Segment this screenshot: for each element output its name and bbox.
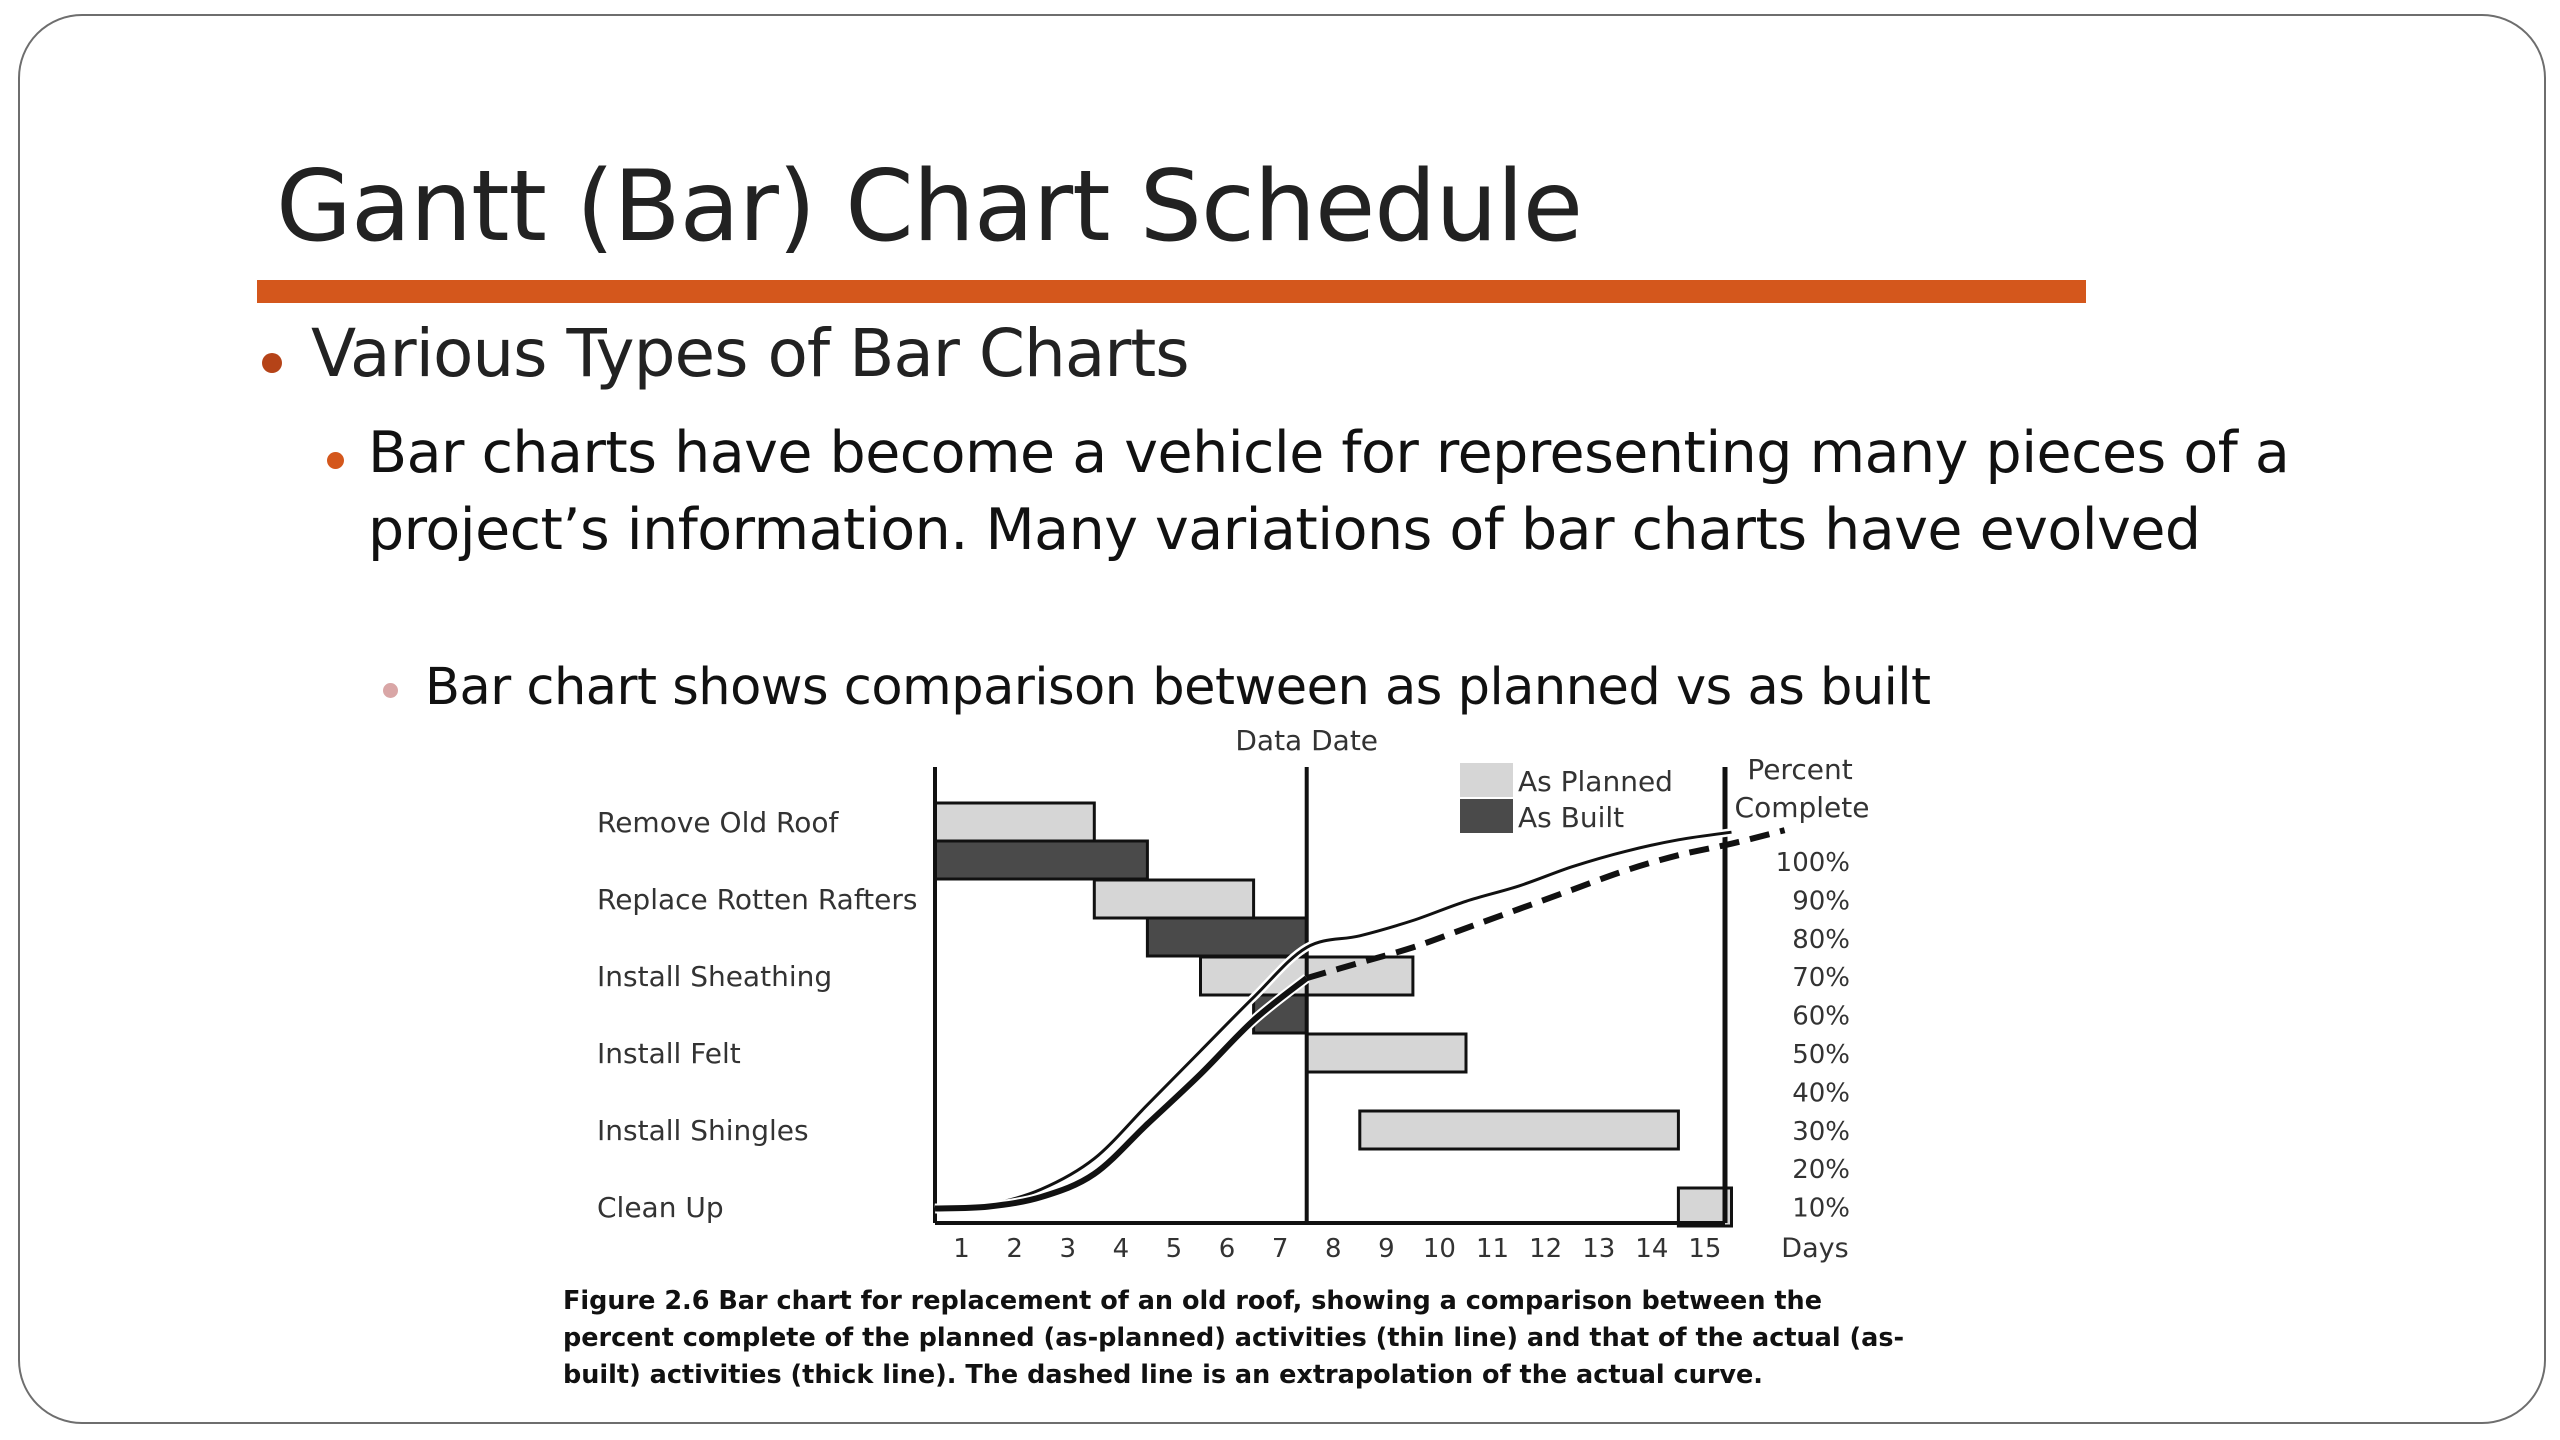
x-tick-label: 15 (1688, 1234, 1722, 1264)
planned-bar (1360, 1111, 1679, 1149)
x-tick-label: 3 (1059, 1234, 1077, 1264)
bullet-level3: Bar chart shows comparison between as planned vs as built (425, 658, 1931, 717)
x-tick-label: 1 (953, 1234, 970, 1264)
planned-curve-halo (935, 832, 1732, 1208)
bullet-level2: Bar charts have become a vehicle for representing many pieces of a project’s information. Many variations of bar charts have evolved (368, 420, 2290, 563)
x-tick-label: 4 (1112, 1234, 1130, 1264)
planned-bar (935, 803, 1094, 841)
percent-tick-label: 100% (1775, 848, 1850, 878)
activity-label: Clean Up (597, 1191, 724, 1224)
x-tick-label: 11 (1476, 1234, 1510, 1264)
x-tick-label: 2 (1006, 1234, 1023, 1264)
activity-label: Install Sheathing (597, 960, 833, 993)
built-curve-halo (935, 978, 1307, 1208)
built-bar (1147, 918, 1306, 956)
percent-tick-label: 40% (1792, 1078, 1850, 1109)
legend-label-planned: As Planned (1518, 765, 1673, 798)
x-tick-label: 7 (1271, 1234, 1289, 1264)
x-tick-label: 10 (1422, 1234, 1456, 1264)
planned-bar (1094, 880, 1253, 918)
bullet-level1: Various Types of Bar Charts (311, 315, 1189, 392)
slide-title: Gantt (Bar) Chart Schedule (276, 150, 1583, 264)
extrapolation-curve (1307, 830, 1785, 978)
built-curve (935, 978, 1307, 1208)
legend-swatch-built (1460, 799, 1513, 833)
planned-curve (935, 832, 1732, 1208)
activity-label: Install Felt (597, 1037, 741, 1070)
x-tick-label: 6 (1218, 1234, 1236, 1264)
activity-label: Install Shingles (597, 1114, 809, 1147)
planned-bar (1307, 1034, 1466, 1072)
x-tick-label: 9 (1378, 1234, 1395, 1264)
x-axis-label: Days (1781, 1233, 1849, 1264)
x-tick-label: 5 (1165, 1234, 1183, 1264)
percent-tick-label: 20% (1792, 1155, 1850, 1186)
x-tick-label: 8 (1324, 1234, 1342, 1264)
figure-caption: Figure 2.6 Bar chart for replacement of an old roof, showing a comparison between the percent complete of the planned (as-planned) activities (thin line) and that of the actual (as-built) activities (thick line). The dashed line is an extrapolation of the actual curve. (563, 1286, 1905, 1390)
x-tick-label: 14 (1635, 1234, 1669, 1264)
activity-label: Remove Old Roof (597, 806, 839, 839)
x-tick-label: 13 (1582, 1234, 1616, 1264)
percent-tick-label: 90% (1792, 886, 1850, 917)
legend-label-built: As Built (1518, 801, 1625, 834)
percent-axis-title: Percent (1747, 753, 1853, 786)
percent-tick-label: 30% (1792, 1116, 1850, 1147)
data-date-label: Data Date (1235, 724, 1379, 757)
x-tick-label: 12 (1529, 1234, 1563, 1264)
legend-swatch-planned (1460, 763, 1513, 797)
activity-label: Replace Rotten Rafters (597, 883, 918, 916)
percent-tick-label: 80% (1792, 924, 1850, 955)
percent-axis-title: Complete (1734, 791, 1870, 824)
percent-tick-label: 10% (1792, 1193, 1850, 1224)
percent-tick-label: 60% (1792, 1001, 1850, 1032)
percent-tick-label: 70% (1792, 963, 1850, 994)
built-bar (935, 841, 1147, 879)
percent-tick-label: 50% (1792, 1040, 1850, 1070)
